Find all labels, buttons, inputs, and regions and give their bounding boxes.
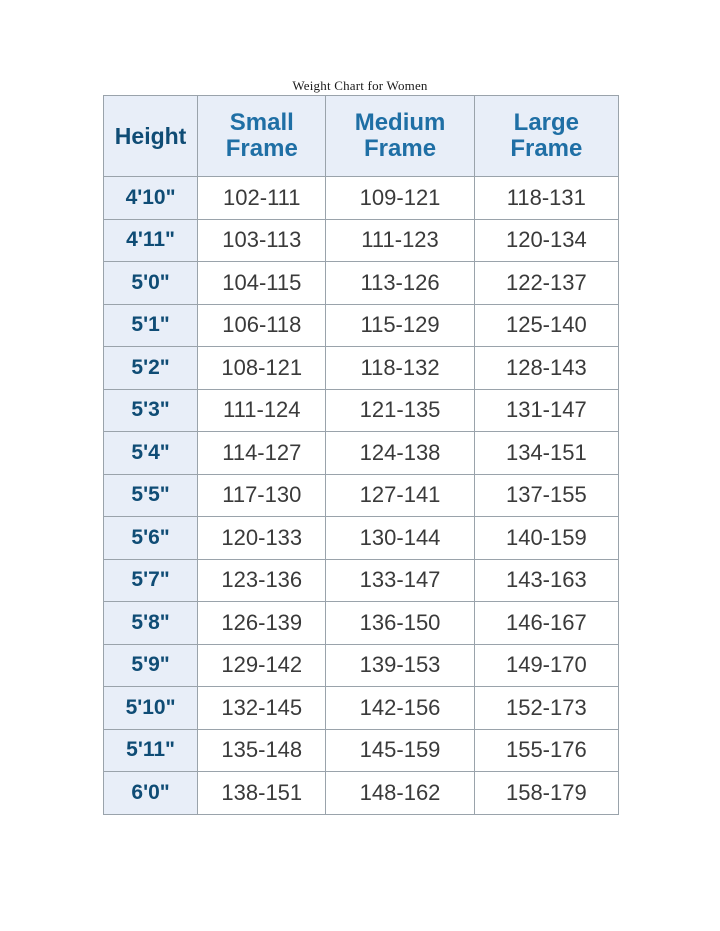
cell-medium-frame: 148-162 <box>326 772 474 815</box>
table-row <box>104 559 619 602</box>
weight-chart-table <box>103 95 619 815</box>
cell-small-frame: 106-118 <box>198 304 326 347</box>
cell-small-frame: 129-142 <box>198 644 326 687</box>
column-header-large-line-1: Large <box>513 109 580 137</box>
column-header-large-frame <box>474 96 618 177</box>
cell-small-frame: 102-111 <box>198 177 326 220</box>
cell-large-frame: 155-176 <box>474 729 618 772</box>
table-row <box>104 304 619 347</box>
cell-height: 6'0" <box>104 772 198 815</box>
column-header-large-line-2: Frame <box>510 135 583 162</box>
cell-small-frame: 126-139 <box>198 602 326 645</box>
cell-small-frame: 132-145 <box>198 687 326 730</box>
cell-height: 5'10" <box>104 687 198 730</box>
cell-large-frame: 118-131 <box>474 177 618 220</box>
cell-medium-frame: 142-156 <box>326 687 474 730</box>
column-header-small-line-1: Small <box>229 109 294 137</box>
cell-large-frame: 146-167 <box>474 602 618 645</box>
cell-height: 5'4" <box>104 432 198 475</box>
table-header <box>104 96 619 177</box>
cell-large-frame: 149-170 <box>474 644 618 687</box>
table-row <box>104 347 619 390</box>
cell-height: 5'3" <box>104 389 198 432</box>
cell-large-frame: 122-137 <box>474 262 618 305</box>
table-row <box>104 517 619 560</box>
header-row <box>104 96 619 177</box>
cell-small-frame: 120-133 <box>198 517 326 560</box>
table-row <box>104 602 619 645</box>
cell-medium-frame: 124-138 <box>326 432 474 475</box>
cell-small-frame: 138-151 <box>198 772 326 815</box>
column-header-small-frame <box>198 96 326 177</box>
cell-large-frame: 143-163 <box>474 559 618 602</box>
cell-small-frame: 117-130 <box>198 474 326 517</box>
cell-medium-frame: 111-123 <box>326 219 474 262</box>
table-row <box>104 644 619 687</box>
table-row <box>104 219 619 262</box>
cell-medium-frame: 113-126 <box>326 262 474 305</box>
cell-height: 5'6" <box>104 517 198 560</box>
cell-medium-frame: 115-129 <box>326 304 474 347</box>
table-row <box>104 432 619 475</box>
cell-height: 5'1" <box>104 304 198 347</box>
cell-medium-frame: 109-121 <box>326 177 474 220</box>
table-row <box>104 262 619 305</box>
cell-medium-frame: 118-132 <box>326 347 474 390</box>
cell-medium-frame: 127-141 <box>326 474 474 517</box>
cell-small-frame: 103-113 <box>198 219 326 262</box>
cell-height: 5'7" <box>104 559 198 602</box>
column-header-height-line-1: Height <box>114 122 187 149</box>
cell-large-frame: 120-134 <box>474 219 618 262</box>
table-body <box>104 177 619 815</box>
cell-height: 5'9" <box>104 644 198 687</box>
cell-small-frame: 135-148 <box>198 729 326 772</box>
weight-chart-table-container <box>103 95 619 815</box>
cell-medium-frame: 145-159 <box>326 729 474 772</box>
column-header-medium-frame <box>326 96 474 177</box>
cell-small-frame: 114-127 <box>198 432 326 475</box>
table-row <box>104 474 619 517</box>
cell-medium-frame: 121-135 <box>326 389 474 432</box>
cell-large-frame: 125-140 <box>474 304 618 347</box>
cell-height: 5'0" <box>104 262 198 305</box>
cell-large-frame: 128-143 <box>474 347 618 390</box>
cell-large-frame: 131-147 <box>474 389 618 432</box>
cell-large-frame: 152-173 <box>474 687 618 730</box>
cell-medium-frame: 136-150 <box>326 602 474 645</box>
table-row <box>104 687 619 730</box>
cell-medium-frame: 139-153 <box>326 644 474 687</box>
cell-height: 5'11" <box>104 729 198 772</box>
cell-height: 5'8" <box>104 602 198 645</box>
table-row <box>104 772 619 815</box>
cell-height: 4'10" <box>104 177 198 220</box>
cell-large-frame: 140-159 <box>474 517 618 560</box>
cell-small-frame: 111-124 <box>198 389 326 432</box>
cell-height: 4'11" <box>104 219 198 262</box>
cell-large-frame: 158-179 <box>474 772 618 815</box>
column-header-height <box>104 96 198 177</box>
page-title: Weight Chart for Women <box>292 78 428 93</box>
column-header-small-line-2: Frame <box>225 135 298 162</box>
cell-height: 5'5" <box>104 474 198 517</box>
cell-small-frame: 104-115 <box>198 262 326 305</box>
cell-small-frame: 108-121 <box>198 347 326 390</box>
column-header-medium-line-1: Medium <box>354 109 446 137</box>
cell-height: 5'2" <box>104 347 198 390</box>
cell-medium-frame: 133-147 <box>326 559 474 602</box>
cell-small-frame: 123-136 <box>198 559 326 602</box>
cell-large-frame: 134-151 <box>474 432 618 475</box>
column-header-medium-line-2: Frame <box>364 135 437 162</box>
table-row <box>104 389 619 432</box>
table-row <box>104 729 619 772</box>
table-row <box>104 177 619 220</box>
cell-large-frame: 137-155 <box>474 474 618 517</box>
cell-medium-frame: 130-144 <box>326 517 474 560</box>
